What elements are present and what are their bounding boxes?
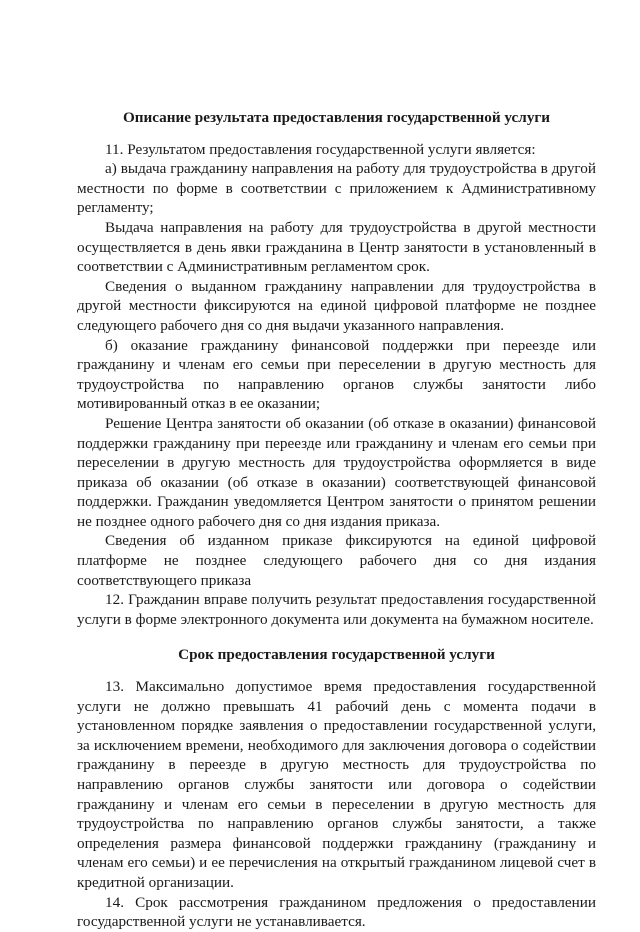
paragraph-12: 12. Гражданин вправе получить результат предоставления государственной услуги в форме электронного документа или документа на бумажном носителе. xyxy=(77,591,596,628)
paragraph-support-decision: Решение Центра занятости об оказании (об отказе в оказании) финансовой поддержки гражданину при переезде или гражданину и членам его семьи при переселении в другую местность для трудоустройства оформляется в виде приказа об оказании (об отказе в оказании) соответствующей финансовой поддержки. Гражданин уведомляется Центром занятости о принятом решении не позднее одного рабочего дня со дня издания приказа. xyxy=(77,414,596,530)
section-heading-term: Срок предоставления государственной услуги xyxy=(178,646,495,664)
section-heading-result: Описание результата предоставления государственной услуги xyxy=(122,109,551,126)
paragraph-11a: а) выдача гражданину направления на работу для трудоустройства в другой местности по форме в соответствии с приложением к Административному регламенту; xyxy=(77,160,596,217)
paragraph-referral-record: Сведения о выданном гражданину направлении для трудоустройства в другой местности фиксируются на единой цифровой платформе не позднее следующего рабочего дня со дня выдачи указанного направления. xyxy=(77,277,596,334)
document-page xyxy=(77,108,596,932)
paragraph-14: 14. Срок рассмотрения гражданином предложения о предоставлении государственной услуги не устанавливается. xyxy=(77,893,596,931)
paragraph-11: 11. Результатом предоставления государственной услуги является: xyxy=(105,140,536,158)
paragraph-11b: б) оказание гражданину финансовой поддержки при переезде или гражданину и членам его семьи при переселении в другую местность для трудоустройства по направлению органов службы занятости либо мотивированный отказ в ее оказании; xyxy=(77,336,596,413)
paragraph-13: 13. Максимально допустимое время предоставления государственной услуги не должно превышать 41 рабочий день с момента подачи в установленном порядке заявления о предоставлении государственной услуги, за исключением времени, необходимого для заключения договора о содействии гражданину в переезде в другую местность для трудоустройства по направлению органов службы занятости или договора о содействии гражданину и членам его семьи в переселении в другую местность для трудоустройства по направлению органов службы занятости, а также определения размера финансовой поддержки гражданину (гражданину и членам его семьи) и ее перечисления на открытый гражданином лицевой счет в кредитной организации. xyxy=(77,678,596,891)
paragraph-order-record: Сведения об изданном приказе фиксируются на единой цифровой платформе не позднее следующего рабочего дня со дня издания соответствующего приказа xyxy=(77,532,596,589)
paragraph-referral-issue: Выдача направления на работу для трудоустройства в другой местности осуществляется в день явки гражданина в Центр занятости в установленный в соответствии с Административным регламентом срок. xyxy=(77,218,596,276)
